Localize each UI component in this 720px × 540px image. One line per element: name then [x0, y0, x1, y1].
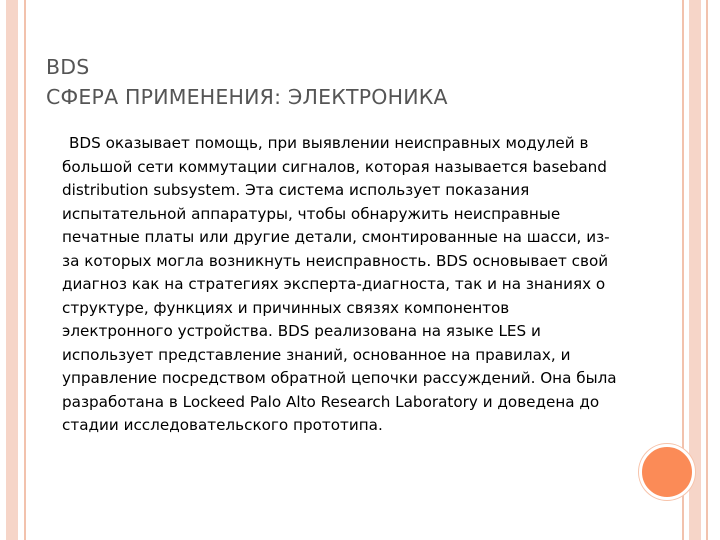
slide-title-line-1: BDS	[46, 55, 90, 79]
accent-circle	[639, 444, 695, 500]
slide-title-line-2: СФЕРА ПРИМЕНЕНИЯ: ЭЛЕКТРОНИКА	[46, 85, 448, 109]
left-frame-bar	[6, 0, 18, 540]
right-frame-line-outer	[706, 0, 708, 540]
slide-body-text: BDS оказывает помощь, при выявлении неисправных модулей в большой сети коммутации сигналов, которая называется baseband distribution subsystem. Эта система использует показания испытательной аппаратуры, чтобы обнаружить неисправные печатные платы или другие детали, смонтированные на шасси, из-за которых могла возникнуть неисправность. BDS основывает свой диагноз как на стратегиях эксперта-диагноста, так и на знаниях о структуре, функциях и причинных связях компонентов электронного устройства. BDS реализована на языке LES и использует представление знаний, основанное на правилах, и управление посредством обратной цепочки рассуждений. Она была разработана в Lockeed Palo Alto Research Laboratory и доведена до стадии исследовательского прототипа.	[62, 134, 617, 434]
slide-title	[46, 52, 666, 112]
left-frame-line	[24, 0, 26, 540]
